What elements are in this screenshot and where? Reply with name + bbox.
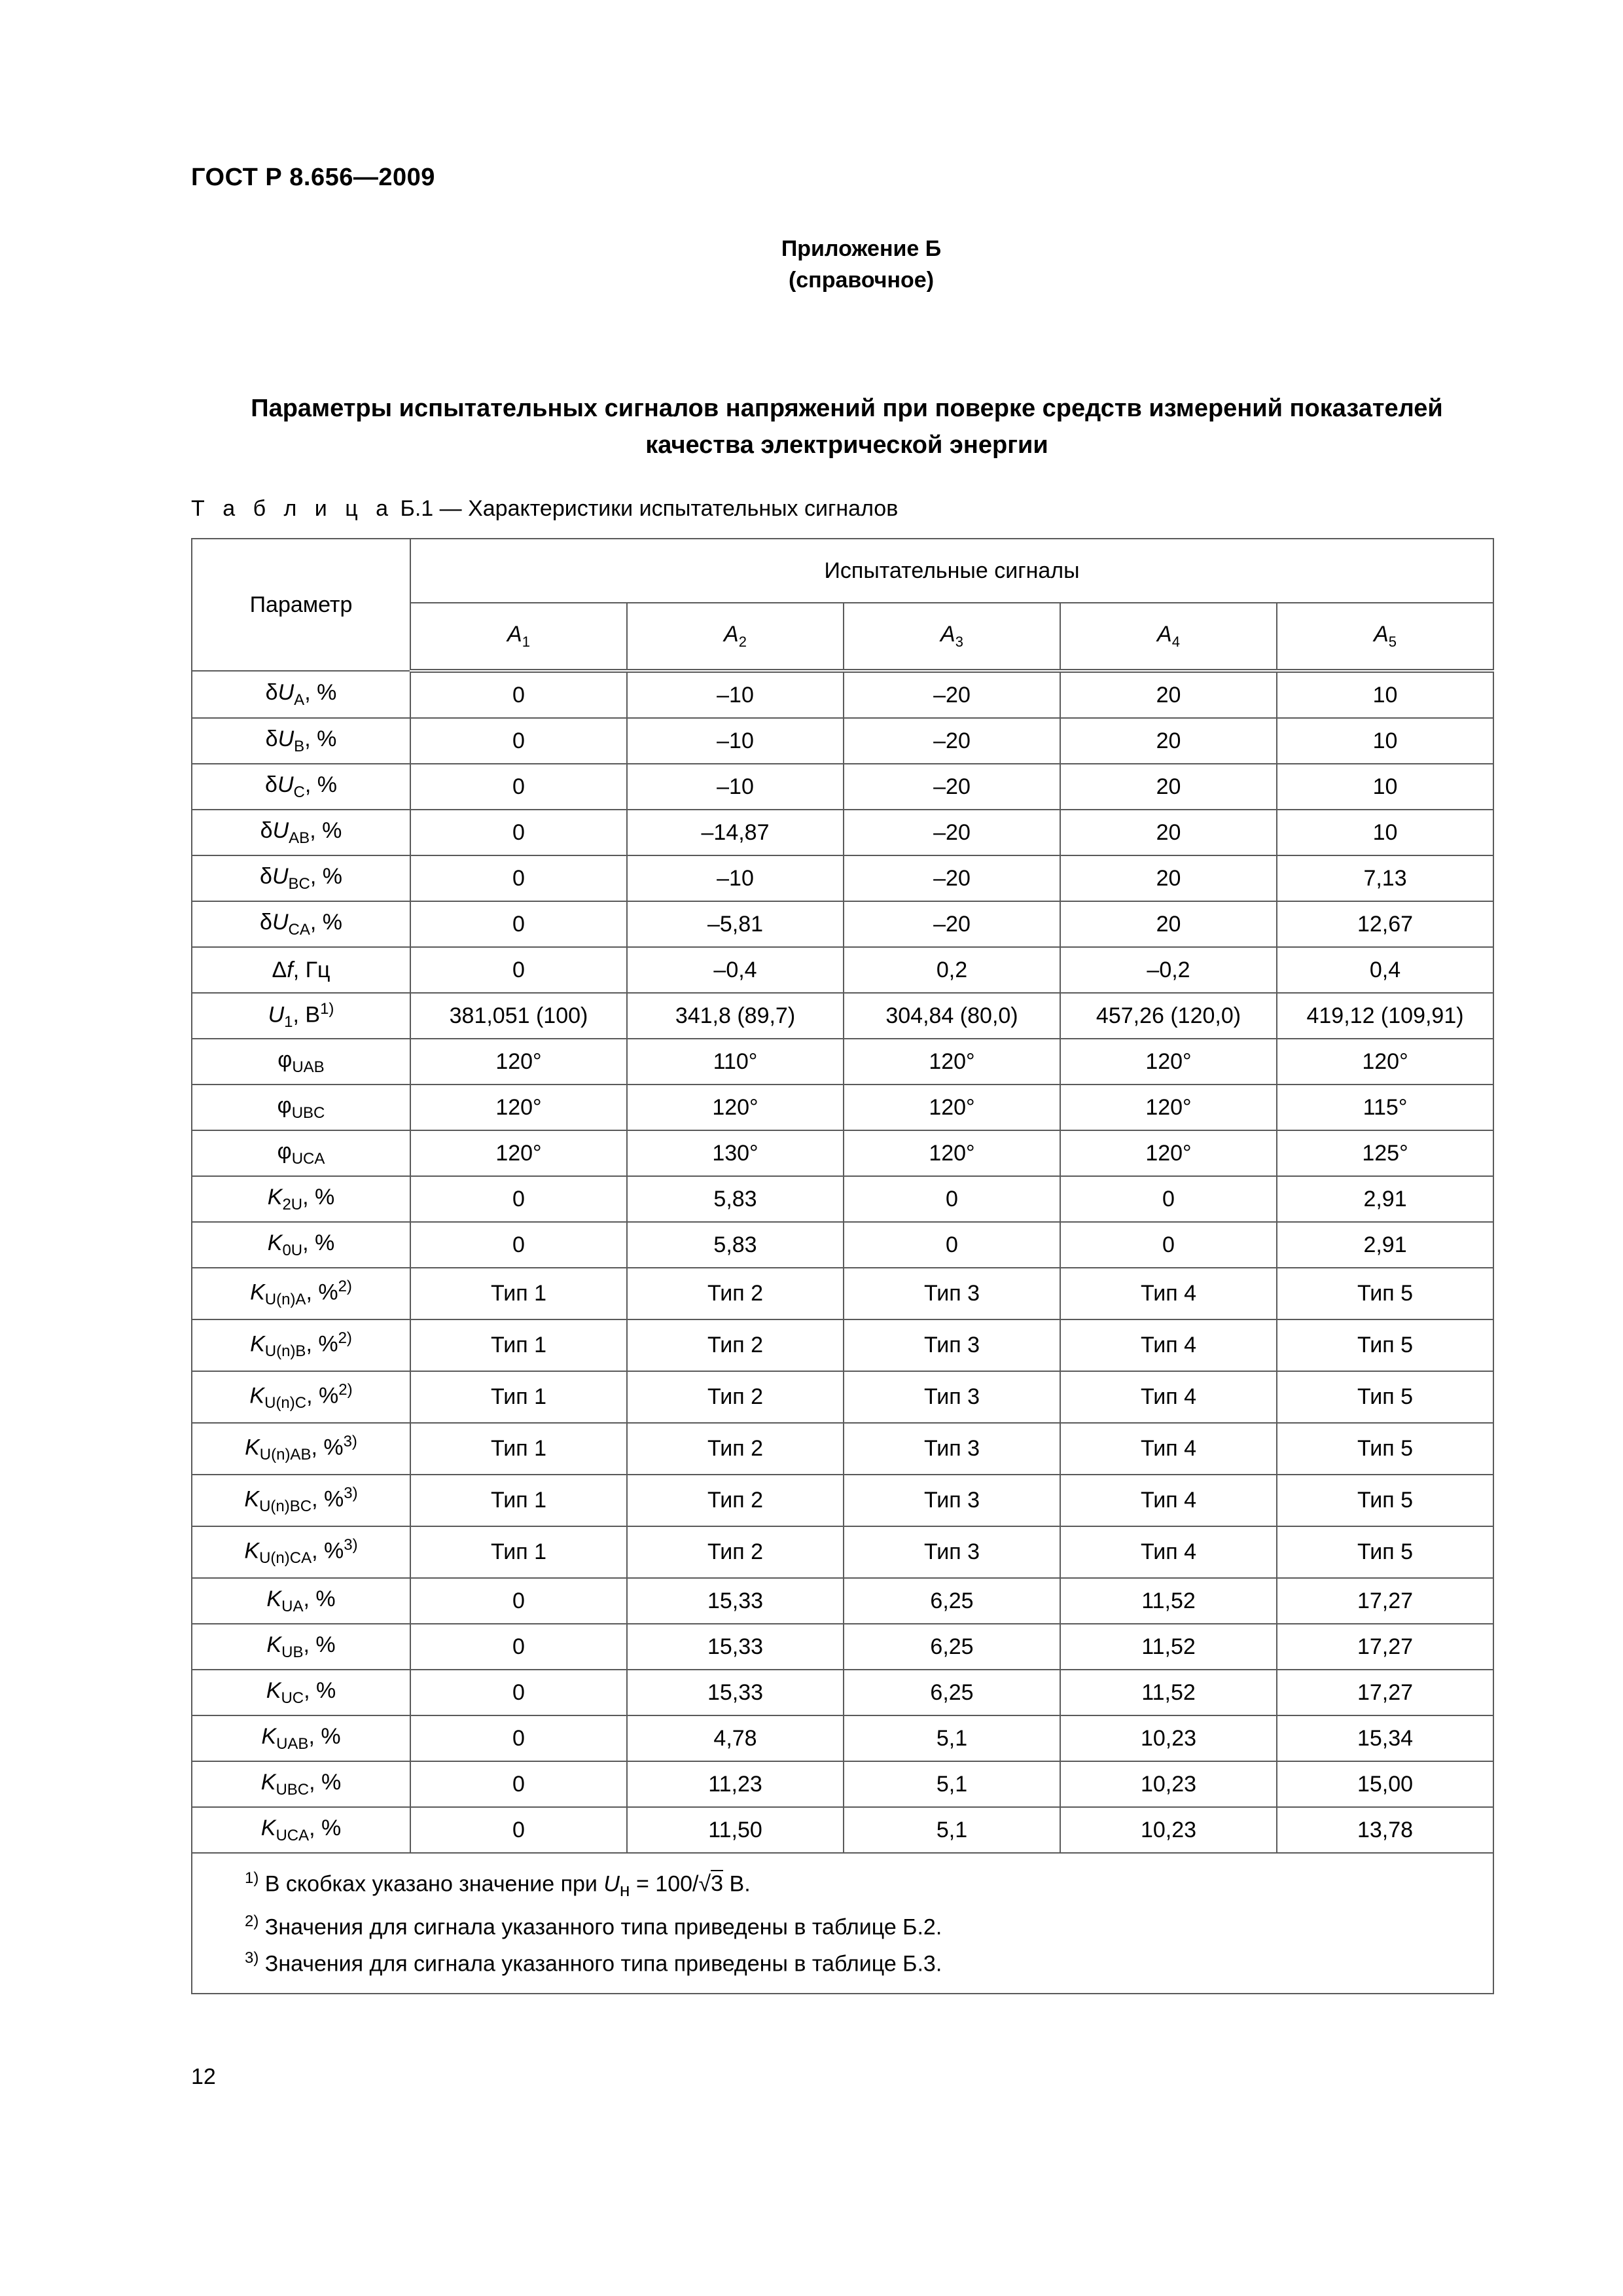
title-line-2: качества электрической энергии [645,431,1048,459]
value-cell: Тип 5 [1277,1371,1493,1423]
value-cell: 20 [1060,764,1277,810]
note-2: $^{2)}$ Значения для сигнала указанного типа приведены в таблице Б.2. [245,1912,942,1940]
value-cell: Тип 5 [1277,1526,1493,1578]
param-cell: $\delta U_{AB}$, % [192,810,410,855]
value-cell: –20 [844,810,1060,855]
value-cell: –10 [627,671,844,718]
value-cell: 0,4 [1277,947,1493,993]
value-cell: 0 [410,671,627,718]
value-cell: Тип 3 [844,1423,1060,1475]
value-cell: 120° [410,1085,627,1130]
value-cell: Тип 5 [1277,1423,1493,1475]
value-cell: 10,23 [1060,1807,1277,1853]
note-3: $^{3)}$ Значения для сигнала указанного типа приведены в таблице Б.3. [245,1949,942,1977]
table-row [192,1624,1493,1670]
param-cell: $K_{2U}$, % [192,1176,410,1222]
value-cell: 0 [410,1176,627,1222]
param-cell: $K_{U(n)B}$, %$^{2)}$ [192,1319,410,1371]
value-cell: 15,33 [627,1624,844,1670]
param-cell: $K_{UA}$, % [192,1578,410,1624]
param-cell: $K_{UCA}$, % [192,1807,410,1853]
value-cell: –20 [844,764,1060,810]
value-cell: Тип 1 [410,1268,627,1319]
value-cell: 0 [844,1176,1060,1222]
value-cell: –10 [627,855,844,901]
param-cell: $\delta U_C$, % [192,764,410,810]
value-cell: 10 [1277,810,1493,855]
value-cell: Тип 4 [1060,1319,1277,1371]
value-cell: 20 [1060,671,1277,718]
appendix-status: (справочное) [788,268,935,293]
header-parameter: Параметр [192,539,410,671]
value-cell: Тип 4 [1060,1268,1277,1319]
value-cell: 0 [410,947,627,993]
header-signal-a5: $A_5$ [1277,603,1493,671]
param-cell: $\delta U_B$, % [192,718,410,764]
value-cell: 6,25 [844,1578,1060,1624]
table-row [192,1371,1493,1423]
value-cell: 0 [844,1222,1060,1268]
value-cell: 0 [410,1222,627,1268]
value-cell: Тип 4 [1060,1475,1277,1526]
appendix-heading [0,233,1623,296]
table-notes [192,1853,1493,1994]
value-cell: 11,52 [1060,1578,1277,1624]
value-cell: 6,25 [844,1670,1060,1715]
value-cell: 130° [627,1130,844,1176]
value-cell: Тип 4 [1060,1423,1277,1475]
value-cell: Тип 4 [1060,1526,1277,1578]
value-cell: 15,34 [1277,1715,1493,1761]
value-cell: 110° [627,1039,844,1085]
value-cell: 15,33 [627,1578,844,1624]
table-caption-prefix: Т а б л и ц а [191,496,395,521]
table-row [192,1670,1493,1715]
value-cell: 5,83 [627,1176,844,1222]
param-cell: Δf, Гц [192,947,410,993]
value-cell: –14,87 [627,810,844,855]
param-cell: $\varphi_{UCA}$ [192,1130,410,1176]
table-row [192,1761,1493,1807]
value-cell: 13,78 [1277,1807,1493,1853]
value-cell: 11,52 [1060,1624,1277,1670]
value-cell: Тип 1 [410,1371,627,1423]
value-cell: 304,84 (80,0) [844,993,1060,1039]
value-cell: –20 [844,901,1060,947]
value-cell: Тип 5 [1277,1475,1493,1526]
param-cell: $\delta U_{CA}$, % [192,901,410,947]
value-cell: 11,23 [627,1761,844,1807]
value-cell: 5,83 [627,1222,844,1268]
param-cell: $K_{U(n)CA}$, %$^{3)}$ [192,1526,410,1578]
table-row [192,1319,1493,1371]
value-cell: 17,27 [1277,1578,1493,1624]
value-cell: Тип 3 [844,1319,1060,1371]
document-title [194,390,1500,463]
value-cell: 6,25 [844,1624,1060,1670]
value-cell: Тип 1 [410,1526,627,1578]
header-signal-a4: $A_4$ [1060,603,1277,671]
value-cell: –20 [844,718,1060,764]
value-cell: Тип 1 [410,1423,627,1475]
value-cell: 0 [410,810,627,855]
value-cell: 457,26 (120,0) [1060,993,1277,1039]
value-cell: 120° [627,1085,844,1130]
table-row [192,1715,1493,1761]
value-cell: 120° [1277,1039,1493,1085]
param-cell: $\varphi_{UAB}$ [192,1039,410,1085]
value-cell: Тип 2 [627,1423,844,1475]
table-row [192,1085,1493,1130]
value-cell: Тип 2 [627,1268,844,1319]
table-row [192,1578,1493,1624]
value-cell: 0 [1060,1176,1277,1222]
table-row [192,1475,1493,1526]
value-cell: 120° [410,1039,627,1085]
value-cell: 10 [1277,764,1493,810]
value-cell: Тип 2 [627,1319,844,1371]
value-cell: 120° [1060,1085,1277,1130]
signal-table [191,538,1494,1994]
value-cell: 0 [410,764,627,810]
param-cell: $U_1$, $В^{1)}$ [192,993,410,1039]
table-row [192,1130,1493,1176]
param-cell: $K_{UC}$, % [192,1670,410,1715]
table-row [192,1039,1493,1085]
value-cell: 7,13 [1277,855,1493,901]
value-cell: Тип 4 [1060,1371,1277,1423]
table-caption-text: — Характеристики испытательных сигналов [439,496,899,521]
value-cell: 0 [1060,1222,1277,1268]
table-row [192,671,1493,718]
value-cell: Тип 3 [844,1526,1060,1578]
value-cell: 341,8 (89,7) [627,993,844,1039]
table-row [192,855,1493,901]
value-cell: 0 [410,1715,627,1761]
value-cell: 5,1 [844,1761,1060,1807]
value-cell: –5,81 [627,901,844,947]
value-cell: 12,67 [1277,901,1493,947]
param-cell: $\delta U_{BC}$, % [192,855,410,901]
param-cell: $K_{UAB}$, % [192,1715,410,1761]
value-cell: 120° [844,1039,1060,1085]
value-cell: 0 [410,718,627,764]
notes-row [192,1853,1493,1994]
value-cell: 0 [410,1578,627,1624]
value-cell: Тип 2 [627,1526,844,1578]
value-cell: 120° [410,1130,627,1176]
table-row [192,901,1493,947]
value-cell: –0,2 [1060,947,1277,993]
table-row [192,1222,1493,1268]
value-cell: 20 [1060,901,1277,947]
value-cell: 0,2 [844,947,1060,993]
value-cell: –20 [844,671,1060,718]
value-cell: 0 [410,1670,627,1715]
value-cell: 17,27 [1277,1670,1493,1715]
header-test-signals: Испытательные сигналы [410,539,1493,603]
value-cell: 0 [410,855,627,901]
value-cell: Тип 2 [627,1371,844,1423]
table-row [192,993,1493,1039]
value-cell: 2,91 [1277,1176,1493,1222]
note-1: $^{1)}$ В скобках указано значение при $U_н = 100/√3$ В. [245,1869,751,1901]
param-cell: $K_{U(n)BC}$, %$^{3)}$ [192,1475,410,1526]
value-cell: 5,1 [844,1715,1060,1761]
table-row [192,1423,1493,1475]
value-cell: –20 [844,855,1060,901]
value-cell: 20 [1060,810,1277,855]
value-cell: 419,12 (109,91) [1277,993,1493,1039]
value-cell: Тип 5 [1277,1268,1493,1319]
value-cell: 115° [1277,1085,1493,1130]
table-row [192,1268,1493,1319]
param-cell: $K_{U(n)C}$, %$^{2)}$ [192,1371,410,1423]
value-cell: 0 [410,1624,627,1670]
value-cell: 17,27 [1277,1624,1493,1670]
table-row [192,1807,1493,1853]
value-cell: Тип 5 [1277,1319,1493,1371]
value-cell: Тип 3 [844,1371,1060,1423]
value-cell: 0 [410,1807,627,1853]
value-cell: 11,50 [627,1807,844,1853]
value-cell: 2,91 [1277,1222,1493,1268]
table-row [192,718,1493,764]
value-cell: 120° [1060,1039,1277,1085]
value-cell: 125° [1277,1130,1493,1176]
title-line-1: Параметры испытательных сигналов напряжений при поверке средств измерений показателей [251,395,1443,422]
value-cell: Тип 1 [410,1475,627,1526]
value-cell: Тип 1 [410,1319,627,1371]
param-cell: $K_{U(n)AB}$, %$^{3)}$ [192,1423,410,1475]
value-cell: 120° [1060,1130,1277,1176]
value-cell: 120° [844,1130,1060,1176]
value-cell: Тип 3 [844,1475,1060,1526]
value-cell: Тип 2 [627,1475,844,1526]
value-cell: 20 [1060,718,1277,764]
value-cell: 10,23 [1060,1761,1277,1807]
value-cell: 4,78 [627,1715,844,1761]
table-caption [191,496,898,522]
page-number: 12 [191,2064,216,2089]
value-cell: –0,4 [627,947,844,993]
param-cell: $K_{UBC}$, % [192,1761,410,1807]
param-cell: $K_{0U}$, % [192,1222,410,1268]
value-cell: 11,52 [1060,1670,1277,1715]
value-cell: Тип 3 [844,1268,1060,1319]
param-cell: $\varphi_{UBC}$ [192,1085,410,1130]
table-row [192,764,1493,810]
header-signal-a3: $A_3$ [844,603,1060,671]
value-cell: 10 [1277,671,1493,718]
value-cell: –10 [627,764,844,810]
value-cell: 10 [1277,718,1493,764]
value-cell: 120° [844,1085,1060,1130]
table-row [192,1176,1493,1222]
param-cell: $K_{UB}$, % [192,1624,410,1670]
table-row [192,1526,1493,1578]
value-cell: 0 [410,1761,627,1807]
value-cell: 381,051 (100) [410,993,627,1039]
param-cell: $\delta U_A$, % [192,671,410,718]
header-signal-a1: $A_1$ [410,603,627,671]
header-signal-a2: $A_2$ [627,603,844,671]
value-cell: 20 [1060,855,1277,901]
value-cell: –10 [627,718,844,764]
value-cell: 15,33 [627,1670,844,1715]
value-cell: 10,23 [1060,1715,1277,1761]
table-caption-number: Б.1 [400,496,434,521]
value-cell: 5,1 [844,1807,1060,1853]
appendix-label: Приложение Б [781,236,942,261]
value-cell: 15,00 [1277,1761,1493,1807]
table-row [192,947,1493,993]
value-cell: 0 [410,901,627,947]
table-row [192,810,1493,855]
param-cell: $K_{U(n)A}$, %$^{2)}$ [192,1268,410,1319]
standard-code: ГОСТ Р 8.656—2009 [191,164,435,191]
